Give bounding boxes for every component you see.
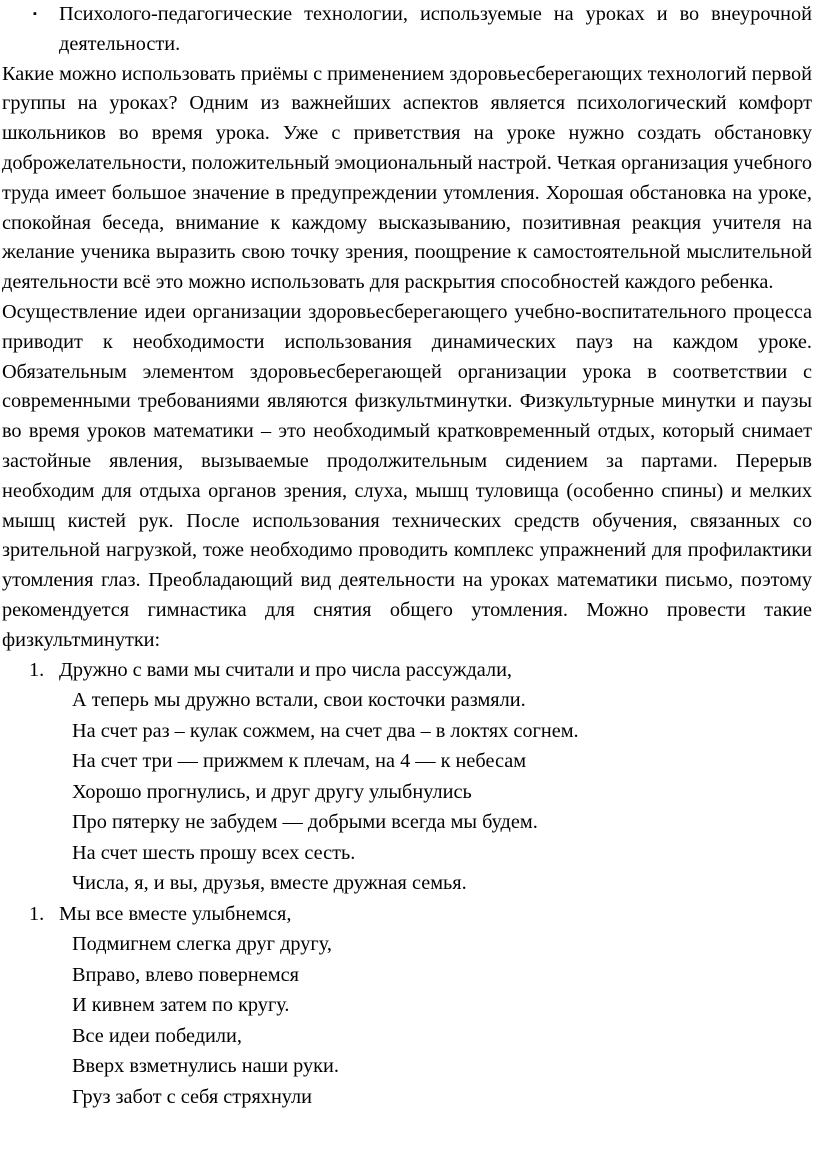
poem-line: На счет раз – кулак сожмем, на счет два – в локтях согнем. xyxy=(72,719,579,742)
poem-line: Вправо, влево повернемся xyxy=(72,963,299,986)
square-bullet-icon: ▪ xyxy=(33,8,37,20)
poem-line: Мы все вместе улыбнемся, xyxy=(59,902,292,925)
paragraph-dynamic-pauses: Осуществление идеи организации здоровьесберегающего учебно-воспитательного процесса приводит к необходимости использования динамических пауз на каждом уроке. Обязательным элементом здоровьесберегающей организации урока в соответствии с современными требованиями являются физкультминутки. Физкультурные минутки и паузы во время уроков математики – это необходимый кратковременный отдых, который снимает застойные явления, вызываемые продолжительным сидением за партами. Перерыв необходим для отдыха органов зрения, слуха, мышц туловища (особенно спины) и мелких мышц кистей рук. После использования технических средств обучения, связанных со зрительной нагрузкой, тоже необходимо проводить комплекс упражнений для профилактики утомления глаз. Преобладающий вид деятельности на уроках математики письмо, поэтому рекомендуется гимнастика для снятия общего утомления. Можно провести такие физкультминутки: xyxy=(2,300,812,651)
poem-line: И кивнем затем по кругу. xyxy=(72,994,290,1017)
poem-2-number: 1. xyxy=(29,902,45,925)
poem-2-first-line xyxy=(0,900,816,931)
poem-line: На счет три — прижмем к плечам, на 4 — к небесам xyxy=(72,750,527,773)
poem-line: Хорошо прогнулись, и друг другу улыбнулись xyxy=(72,780,472,803)
poem-1-number: 1. xyxy=(29,658,45,681)
poem-line: На счет шесть прошу всех сесть. xyxy=(72,841,356,864)
poem-line: А теперь мы дружно встали, свои косточки размяли. xyxy=(72,689,526,712)
bullet-text: Психолого-педагогические технологии, используемые на уроках и во внеурочной деятельности. xyxy=(59,3,812,55)
poem-1-first-line xyxy=(0,656,816,687)
poem-line: Вверх взметнулись наши руки. xyxy=(72,1055,339,1078)
paragraph-comfort: Какие можно использовать приёмы с применением здоровьесберегающих технологий первой группы на уроках? Одним из важнейших аспектов является психологический комфорт школьников во время урока. Уже с приветствия на уроке нужно создать обстановку доброжелательности, положительный эмоциональный настрой. Четкая организация учебного труда имеет большое значение в предупреждении утомления. Хорошая обстановка на уроке, спокойная беседа, внимание к каждому высказыванию, позитивная реакция учителя на желание ученика выразить свою точку зрения, поощрение к самостоятельной мыслительной деятельности всё это можно использовать для раскрытия способностей каждого ребенка. xyxy=(2,62,812,294)
poem-line: Груз забот с себя стряхнули xyxy=(72,1085,313,1108)
poem-line: Числа, я, и вы, друзья, вместе дружная семья. xyxy=(72,872,467,895)
poem-1 xyxy=(0,656,816,900)
poem-2 xyxy=(0,900,816,1114)
poem-line: Подмигнем слегка друг другу, xyxy=(72,933,332,956)
poem-line: Все идеи победили, xyxy=(72,1024,242,1047)
poem-line: Про пятерку не забудем — добрыми всегда мы будем. xyxy=(72,811,538,834)
poem-line: Дружно с вами мы считали и про числа рассуждали, xyxy=(59,658,513,681)
bullet-list-item xyxy=(0,0,816,60)
